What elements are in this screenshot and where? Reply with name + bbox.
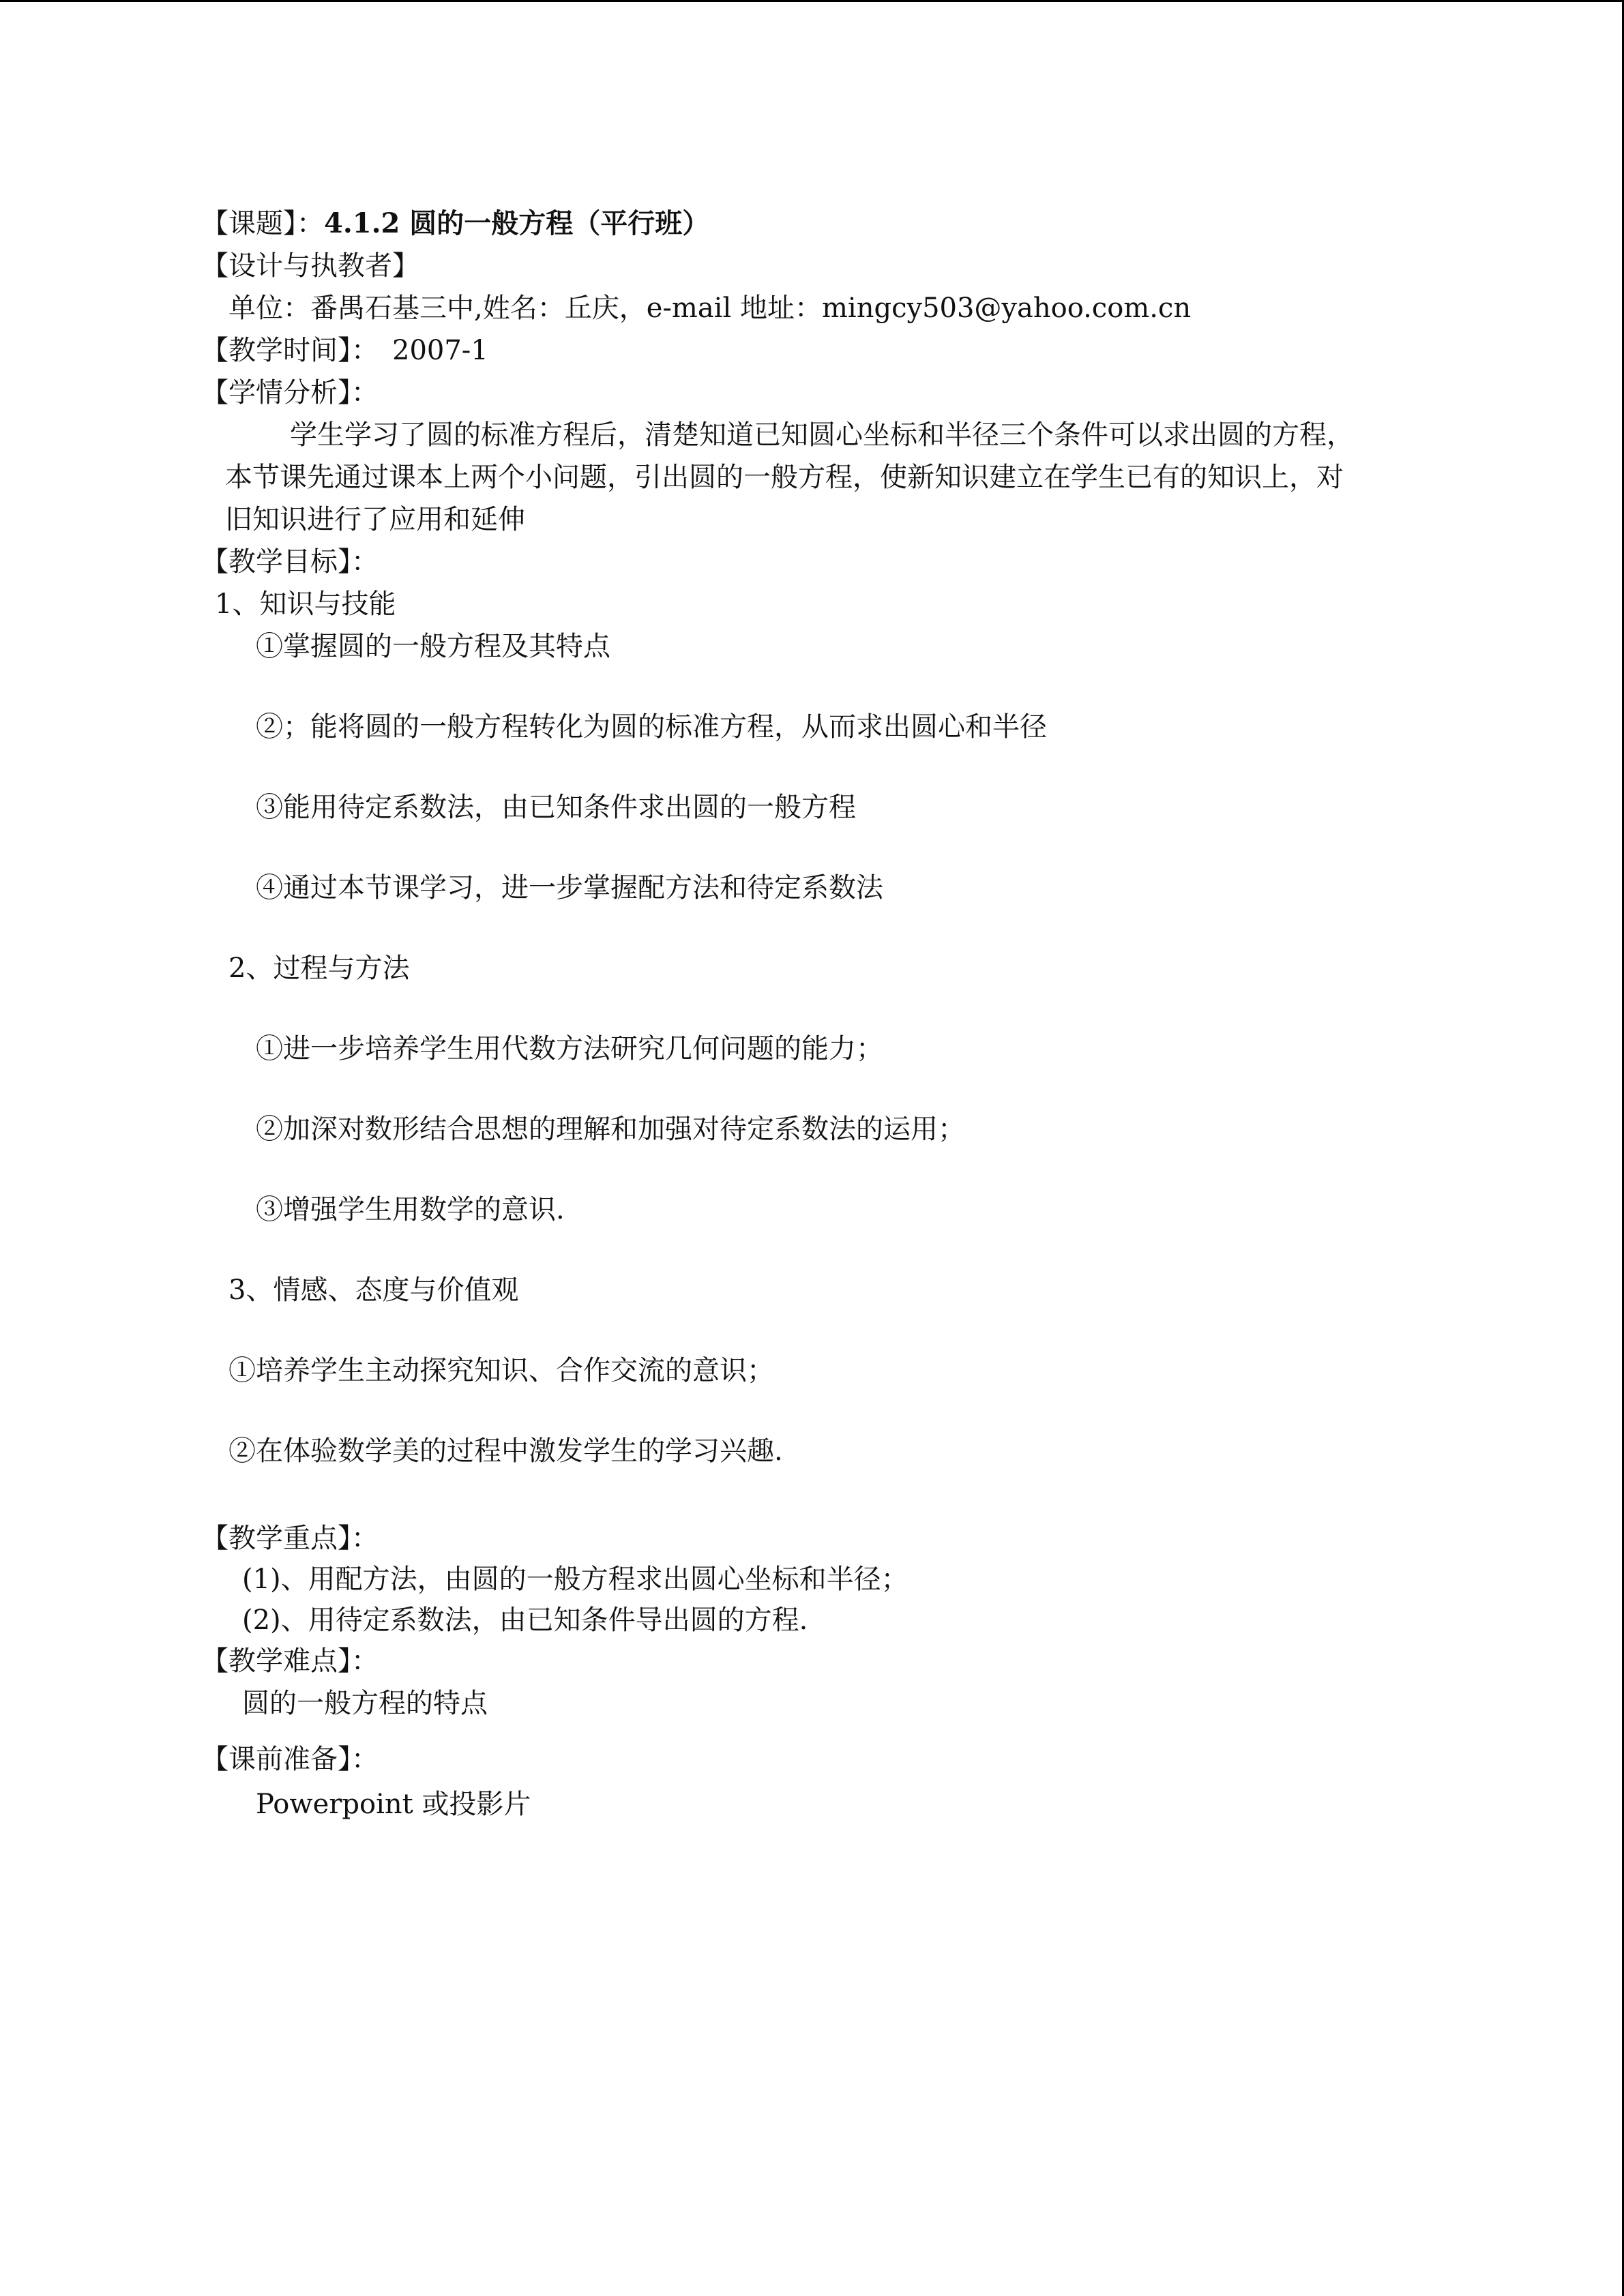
key-point-2: (2)、用待定系数法，由已知条件导出圆的方程. [242,1605,808,1636]
designer-heading: 【设计与执教者】 [201,250,419,282]
lesson-title-prefix: 【课题】： [201,208,324,239]
key-points-heading: 【教学重点】： [201,1523,379,1554]
objective-2-item-2: ②加深对数形结合思想的理解和加强对待定系数法的运用； [256,1114,965,1145]
teaching-time-value: 2007-1 [392,335,488,366]
key-point-1: (1)、用配方法，由圆的一般方程求出圆心坐标和半径； [242,1564,909,1595]
objective-3-item-1: ①培养学生主动探究知识、合作交流的意识； [228,1355,774,1386]
objective-1-item-2: ②；能将圆的一般方程转化为圆的标准方程，从而求出圆心和半径 [256,711,1047,743]
analysis-heading: 【学情分析】： [201,377,379,408]
lesson-title-text: 4.1.2 圆的一般方程（平行班） [324,207,710,239]
objectives-heading: 【教学目标】： [201,546,379,578]
difficulty-text: 圆的一般方程的特点 [242,1688,488,1719]
objective-1-item-4: ④通过本节课学习，进一步掌握配方法和待定系数法 [256,872,883,904]
preparation-text: Powerpoint 或投影片 [256,1789,531,1820]
objective-1-item-3: ③能用待定系数法，由已知条件求出圆的一般方程 [256,792,856,823]
objective-3-item-2: ②在体验数学美的过程中激发学生的学习兴趣. [228,1435,783,1467]
teaching-time [201,333,488,368]
lesson-title [201,206,709,241]
objectives-section-3-title: 3、情感、态度与价值观 [228,1274,519,1306]
preparation-heading: 【课前准备】： [201,1744,379,1775]
objectives-section-2-title: 2、过程与方法 [228,953,410,984]
objective-2-item-1: ①进一步培养学生用代数方法研究几何问题的能力； [256,1033,883,1064]
designer-info: 单位：番禺石基三中,姓名：丘庆，e-mail 地址：mingcy503@yahoo.com.cn [228,293,1192,324]
objective-2-item-3: ③增强学生用数学的意识. [256,1194,565,1225]
difficulty-heading: 【教学难点】： [201,1645,379,1677]
analysis-line-3: 旧知识进行了应用和延伸 [225,504,525,535]
analysis-line-2: 本节课先通过课本上两个小问题，引出圆的一般方程，使新知识建立在学生已有的知识上，对 [225,462,1344,493]
objective-1-item-1: ①掌握圆的一般方程及其特点 [256,631,610,662]
teaching-time-heading: 【教学时间】： [201,335,379,366]
analysis-line-1: 学生学习了圆的标准方程后，清楚知道已知圆心坐标和半径三个条件可以求出圆的方程， [290,419,1354,451]
objectives-section-1-title: 1、知识与技能 [215,588,396,620]
